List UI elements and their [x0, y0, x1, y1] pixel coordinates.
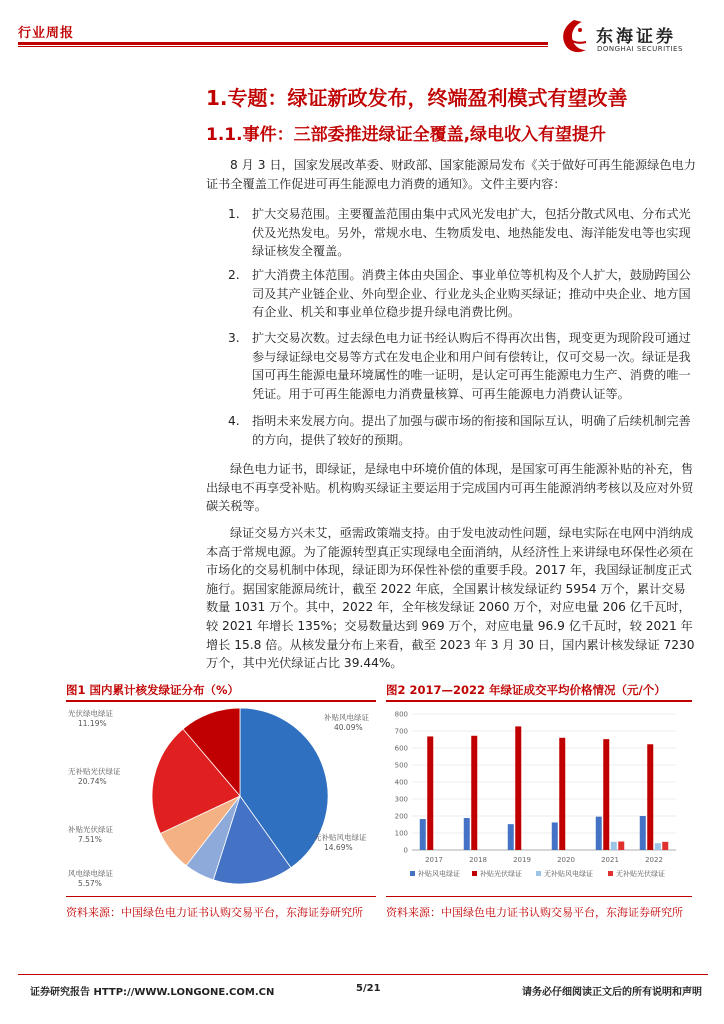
pie-slice-label: 20.74% — [78, 777, 107, 786]
report-type-tag: 行业周报 — [18, 26, 75, 41]
list-text: 扩大消费主体范围。消费主体由央国企、事业单位等机构及个人扩大，鼓励跨国公司及其产业链企业、外向型企业、行业龙头企业购买绿证；推动中央企业、地方国有企业、机关和事业单位稳步提升绿电消费比例。 — [252, 268, 691, 320]
bar — [662, 842, 668, 850]
figure1-source: 资料来源：中国绿色电力证书认购交易平台，东海证券研究所 — [66, 906, 363, 919]
legend-label: 补贴风电绿证 — [418, 870, 460, 878]
footer-rule — [18, 974, 708, 975]
trading-paragraph: 绿证交易方兴未艾，亟需政策端支持。由于发电波动性问题，绿电实际在电网中消纳成本高于常规电源。为了能源转型真正实现绿电全面消纳，从经济性上来讲绿电环保性必须在市场化的交易机制中体现，绿证即为环保性补偿的重要手段。2017 年，我国绿证制度正式施行。据国家能源局统计，截至 2022 年底，全国累计核发绿证约 5954 万个，累计交易数量 1031 万个。其中，2022 年，全年核发绿证 2060 万个，对应电量 206 亿千瓦时，较 2021 年增长 135%；交易数量达到 969 万个，对应电量 96.9 亿千瓦时，较 2021 年增长 15.8 倍。从核发量分布上来看，截至 2023 年 3 月 30 日，国内累计核发绿证 7230 万个，其中光伏绿证占比 39.44%。 — [206, 526, 695, 671]
footer-left: 证券研究报告 HTTP://WWW.LONGONE.COM.CN — [30, 987, 275, 998]
bar — [427, 736, 433, 850]
logo-mark-icon — [556, 18, 592, 58]
list-number: 2. — [228, 268, 240, 282]
header-rule-thin — [18, 46, 548, 47]
y-tick-label: 0 — [403, 846, 408, 855]
list-text: 指明未来发展方向。提出了加强与碳市场的衔接和国际互认，明确了后续机制完善的方向，提供了较好的预期。 — [252, 414, 691, 447]
legend-swatch — [608, 871, 613, 876]
logo-chinese: 东海证券 — [596, 27, 676, 47]
pie-slice-name: 无补贴风电绿证 — [314, 833, 367, 842]
x-tick-label: 2019 — [513, 856, 531, 864]
pie-slice-name: 无补贴光伏绿证 — [68, 767, 121, 776]
legend-swatch — [472, 871, 477, 876]
figure1-top-rule — [66, 700, 376, 702]
bar — [515, 726, 521, 850]
legend-swatch — [536, 871, 541, 876]
figure2-bottom-rule — [386, 896, 692, 897]
bar — [611, 842, 617, 850]
company-logo — [556, 18, 716, 62]
green-certificate-paragraph: 绿色电力证书，即绿证，是绿电中环境价值的体现，是国家可再生能源补贴的补充，售出绿电不再享受补贴。机构购买绿证主要运用于完成国内可再生能源消纳考核以及应对外贸碳关税等。 — [206, 462, 694, 514]
bar — [640, 816, 646, 850]
bar — [420, 819, 426, 850]
legend-label: 补贴光伏绿证 — [480, 870, 522, 878]
figure2-top-rule — [386, 700, 692, 702]
x-tick-label: 2021 — [601, 856, 619, 864]
legend-label: 无补贴光伏绿证 — [616, 870, 665, 878]
pie-slice-name: 光伏绿电绿证 — [68, 709, 113, 718]
y-tick-label: 700 — [394, 727, 408, 736]
list-number: 1. — [228, 207, 240, 221]
pie-slice-name: 补贴光伏绿证 — [68, 825, 113, 834]
y-tick-label: 600 — [394, 744, 408, 753]
bar — [552, 822, 558, 850]
figure2-source: 资料来源：中国绿色电力证书认购交易平台，东海证券研究所 — [386, 906, 683, 919]
bar — [464, 818, 470, 850]
bar — [655, 843, 661, 850]
legend-label: 无补贴风电绿证 — [544, 870, 593, 878]
figure1-title: 图1 国内累计核发绿证分布（%） — [66, 683, 240, 697]
list-number: 3. — [228, 331, 240, 345]
section-heading: 1.专题：绿证新政发布，终端盈利模式有望改善 — [206, 86, 628, 110]
intro-paragraph: 8 月 3 日，国家发展改革委、财政部、国家能源局发布《关于做好可再生能源绿色电力证书全覆盖工作促进可再生能源电力消费的通知》。文件主要内容： — [206, 158, 696, 191]
bar — [603, 739, 609, 850]
x-tick-label: 2018 — [469, 856, 487, 864]
y-tick-label: 300 — [394, 795, 408, 804]
figure2-bar-chart — [386, 704, 692, 892]
bar — [559, 738, 565, 850]
x-tick-label: 2017 — [425, 856, 443, 864]
header-rule — [18, 42, 548, 45]
pie-slice-name: 风电绿电绿证 — [68, 869, 113, 878]
pie-slice-label: 7.51% — [78, 835, 102, 844]
x-tick-label: 2022 — [645, 856, 663, 864]
pie-slice-label: 5.57% — [78, 879, 102, 888]
y-tick-label: 500 — [394, 761, 408, 770]
bar — [596, 817, 602, 850]
list-number: 4. — [228, 414, 240, 428]
subsection-heading: 1.1.事件：三部委推进绿证全覆盖,绿电收入有望提升 — [206, 125, 607, 145]
bar — [618, 842, 624, 851]
pie-chart-svg — [66, 704, 376, 892]
y-tick-label: 800 — [394, 710, 408, 719]
figure1-pie-chart — [66, 704, 376, 892]
legend-swatch — [410, 871, 415, 876]
bar — [471, 736, 477, 850]
bar — [647, 744, 653, 850]
footer-disclaimer: 请务必仔细阅读正文后的所有说明和声明 — [522, 987, 702, 998]
pie-slice-label: 11.19% — [78, 719, 107, 728]
list-text: 扩大交易次数。过去绿色电力证书经认购后不得再次出售，现变更为现阶段可通过参与绿证绿电交易等方式在发电企业和用户间有偿转让，仅可交易一次。绿证是我国可再生能源电量环境属性的唯一证明，是认定可再生能源电力生产、消费的唯一凭证。用于可再生能源电力消费量核算、可再生能源电力消费认证等。 — [252, 331, 691, 401]
y-tick-label: 100 — [394, 829, 408, 838]
y-tick-label: 400 — [394, 778, 408, 787]
x-tick-label: 2020 — [557, 856, 575, 864]
figure1-bottom-rule — [66, 896, 376, 897]
page-number: 5/21 — [356, 983, 381, 994]
bar — [508, 824, 514, 850]
y-tick-label: 200 — [394, 812, 408, 821]
pie-slice-label: 14.69% — [324, 843, 353, 852]
bar-chart-svg — [386, 704, 692, 892]
list-text: 扩大交易范围。主要覆盖范围由集中式风光发电扩大，包括分散式风电、分布式光伏及光热发电。另外，常规水电、生物质发电、地热能发电、海洋能发电等也实现绿证核发全覆盖。 — [252, 207, 691, 259]
pie-slice-name: 补贴风电绿证 — [324, 713, 369, 722]
logo-english: DONGHAI SECURITIES — [597, 45, 683, 53]
pie-slice-label: 40.09% — [334, 723, 363, 732]
figure2-title: 图2 2017—2022 年绿证成交平均价格情况（元/个） — [386, 683, 666, 697]
